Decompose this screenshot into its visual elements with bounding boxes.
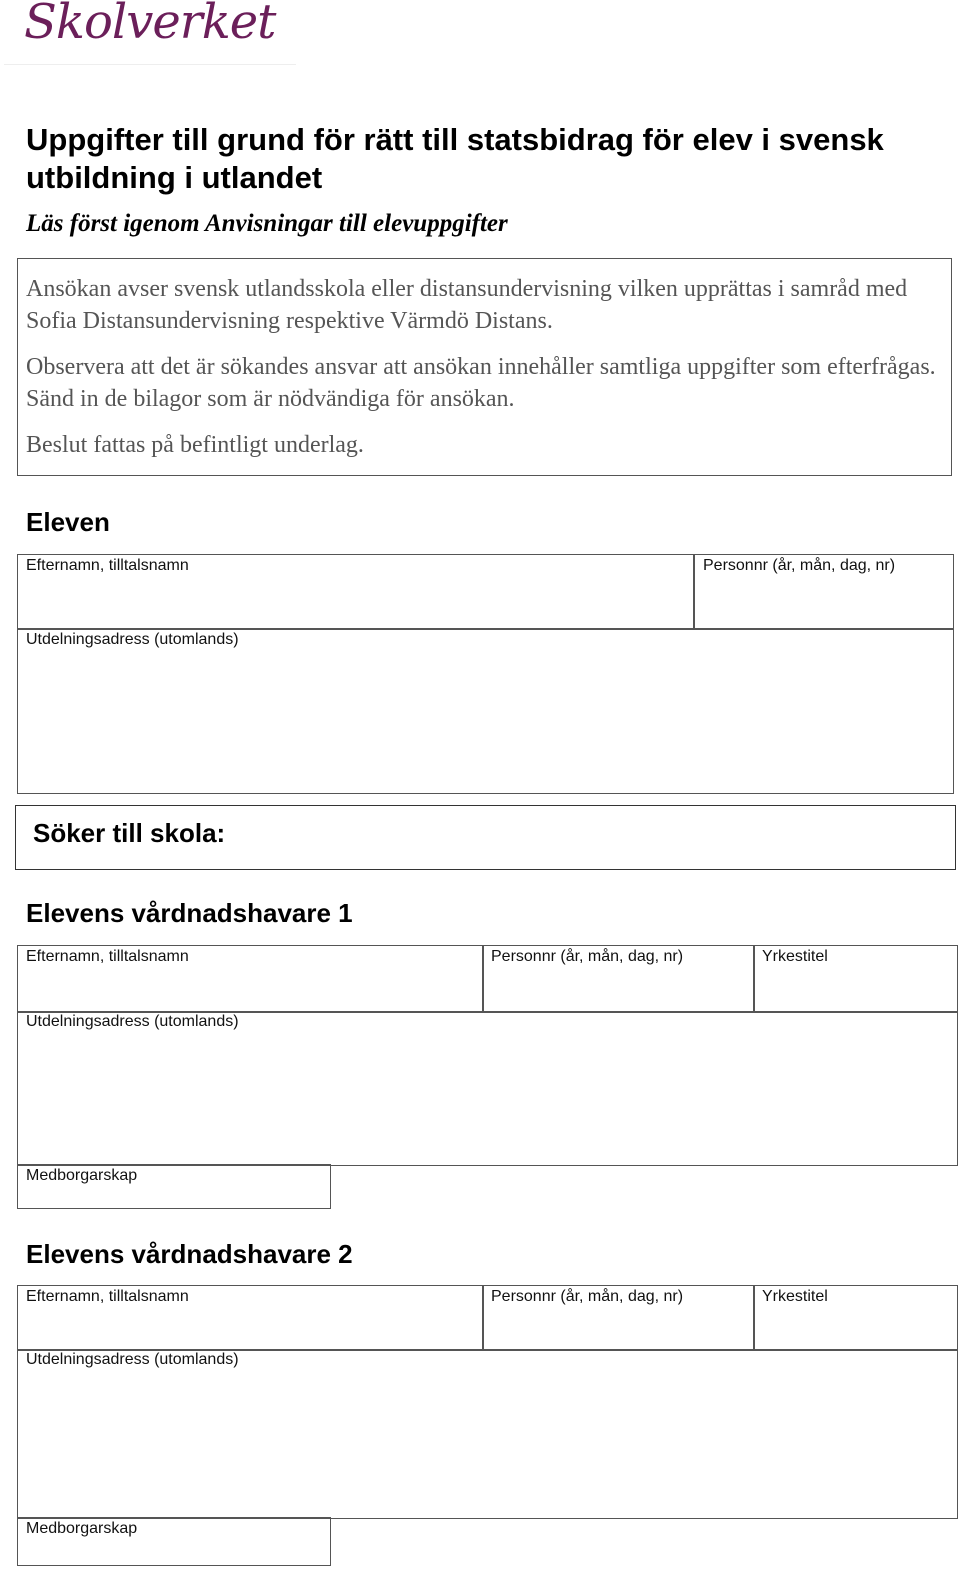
guardian1-address-label: Utdelningsadress (utomlands) [26, 1013, 239, 1030]
form-title: Uppgifter till grund för rätt till statsbidrag för elev i svensk utbildning i utlandet [26, 122, 884, 195]
guardian1-form [17, 945, 958, 1166]
guardian1-citizenship-label: Medborgarskap [26, 1167, 138, 1184]
logo-divider [4, 64, 296, 65]
info-paragraph-3: Beslut fattas på befintligt underlag. [26, 432, 364, 458]
student-form [17, 554, 954, 794]
skolverket-logo: Skolverket [24, 0, 276, 50]
guardian2-name-label: Efternamn, tilltalsnamn [26, 1288, 189, 1305]
guardian2-heading: Elevens vårdnadshavare 2 [26, 1239, 353, 1269]
student-name-label: Efternamn, tilltalsnamn [26, 557, 189, 574]
guardian2-form [17, 1285, 958, 1519]
student-divider-h [18, 628, 953, 630]
school-label: Söker till skola: [33, 818, 226, 848]
guardian2-personnr-label: Personnr (år, mån, dag, nr) [491, 1288, 684, 1305]
student-divider-v [693, 555, 695, 629]
guardian1-heading: Elevens vårdnadshavare 1 [26, 898, 353, 928]
guardian1-divider-v1 [482, 946, 484, 1012]
guardian2-citizenship-box [17, 1517, 331, 1566]
school-box[interactable] [15, 805, 956, 870]
guardian2-title-label: Yrkestitel [762, 1288, 828, 1305]
guardian2-citizenship-label: Medborgarskap [26, 1520, 138, 1537]
guardian1-name-label: Efternamn, tilltalsnamn [26, 948, 189, 965]
guardian1-divider-v2 [753, 946, 755, 1012]
info-paragraph-2: Observera att det är sökandes ansvar att ansökan innehåller samtliga uppgifter som efterfrågas. Sänd in de bilagor som är nödvändiga för ansökan. [26, 354, 936, 412]
student-address-label: Utdelningsadress (utomlands) [26, 631, 239, 648]
student-heading: Eleven [26, 507, 110, 537]
guardian1-personnr-label: Personnr (år, mån, dag, nr) [491, 948, 684, 965]
form-subtitle: Läs först igenom Anvisningar till elevuppgifter [26, 210, 508, 237]
guardian1-citizenship-box [17, 1164, 331, 1209]
guardian2-divider-v1 [482, 1286, 484, 1350]
guardian2-address-label: Utdelningsadress (utomlands) [26, 1351, 239, 1368]
guardian2-divider-v2 [753, 1286, 755, 1350]
info-box [17, 258, 952, 476]
student-personnr-label: Personnr (år, mån, dag, nr) [703, 557, 896, 574]
info-paragraph-1: Ansökan avser svensk utlandsskola eller distansundervisning vilken upprättas i samråd med Sofia Distansundervisning respektive Värmdö Distans. [26, 276, 908, 334]
guardian1-title-label: Yrkestitel [762, 948, 828, 965]
